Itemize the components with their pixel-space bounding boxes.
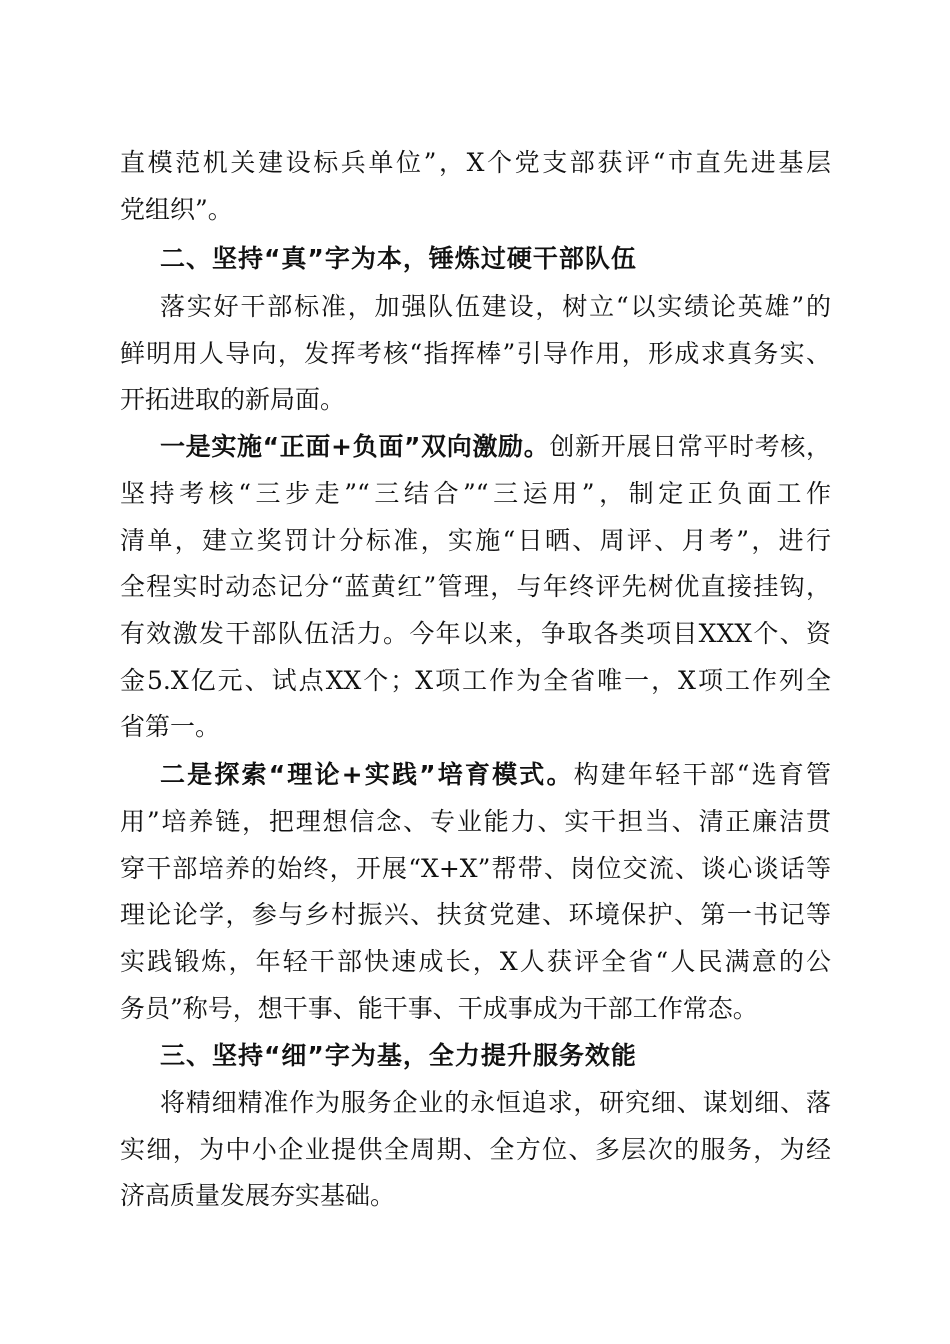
- section-heading: 三、坚持“细”字为基，全力提升服务效能: [160, 1041, 637, 1070]
- paragraph-line: 开拓进取的新局面。: [120, 385, 346, 414]
- paragraph-line: 实细，为中小企业提供全周期、全方位、多层次的服务，为经: [120, 1135, 831, 1164]
- paragraph-line: 金5.X亿元、试点XX个；X项工作为全省唯一，X项工作列全: [120, 666, 831, 695]
- paragraph-text: 构建年轻干部“选育管: [573, 760, 831, 789]
- paragraph-line: 鲜明用人导向，发挥考核“指挥棒”引导作用，形成求真务实、: [120, 339, 831, 368]
- paragraph-line: 实践锻炼，年轻干部快速成长，X人获评全省“人民满意的公: [120, 947, 831, 976]
- paragraph-line: 务员”称号，想干事、能干事、干成事成为干部工作常态。: [120, 994, 758, 1023]
- paragraph-line: 坚持考核“三步走”“三结合”“三运用”，制定正负面工作: [120, 479, 831, 508]
- paragraph-line: 落实好干部标准，加强队伍建设，树立“以实绩论英雄”的: [160, 292, 831, 321]
- paragraph-line: 清单，建立奖罚计分标准，实施“日晒、周评、月考”，进行: [120, 526, 831, 555]
- paragraph-line: 有效激发干部队伍活力。今年以来，争取各类项目XXX个、资: [120, 619, 831, 648]
- paragraph-line: 济高质量发展夯实基础。: [120, 1181, 396, 1210]
- paragraph-text: 创新开展日常平时考核，: [549, 432, 831, 461]
- paragraph-line: 将精细精准作为服务企业的永恒追求，研究细、谋划细、落: [160, 1088, 831, 1117]
- paragraph-lead: 一是实施“正面+负面”双向激励。: [160, 432, 550, 461]
- section-heading: 二、坚持“真”字为本，锤炼过硬干部队伍: [160, 244, 637, 273]
- paragraph-line: 理论论学，参与乡村振兴、扶贫党建、环境保护、第一书记等: [120, 900, 831, 929]
- paragraph-line: 全程实时动态记分“蓝黄红”管理，与年终评先树优直接挂钩，: [120, 572, 831, 601]
- paragraph-line: [160, 752, 831, 798]
- paragraph-lead: 二是探索“理论+实践”培育模式。: [160, 760, 574, 789]
- paragraph-line: [160, 424, 831, 470]
- paragraph-line: 党组织”。: [120, 195, 233, 224]
- paragraph-line: 直模范机关建设标兵单位”，X个党支部获评“市直先进基层: [120, 148, 831, 177]
- paragraph-line: 穿干部培养的始终，开展“X+X”帮带、岗位交流、谈心谈话等: [120, 854, 831, 883]
- paragraph-line: 省第一。: [120, 712, 221, 741]
- paragraph-line: 用”培养链，把理想信念、专业能力、实干担当、清正廉洁贯: [120, 807, 831, 836]
